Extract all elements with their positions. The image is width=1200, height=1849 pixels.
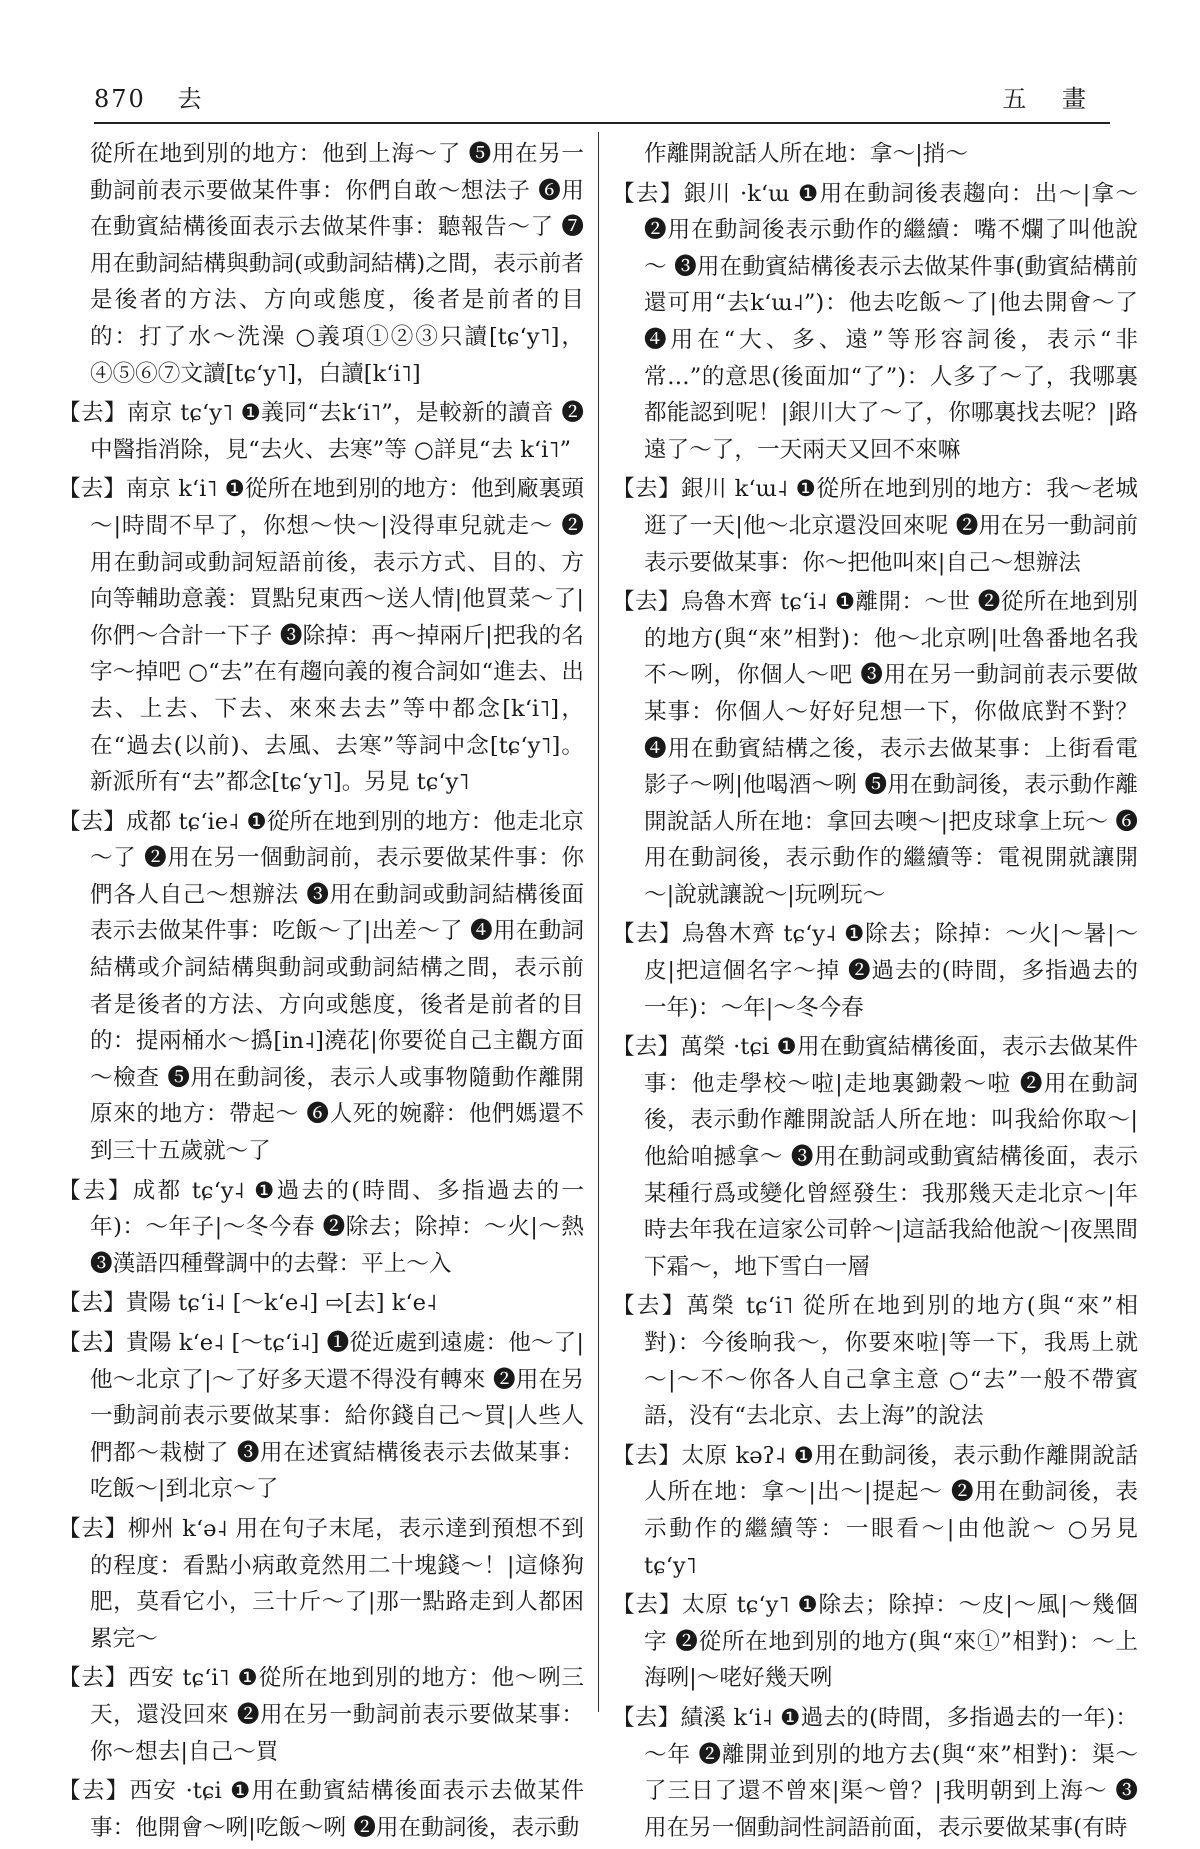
dictionary-entry: 從所在地到別的地方：他到上海～了 ❺用在另一動詞前表示要做某件事：你們自敢～想法子 ❻用在動賓結構後面表示去做某件事：聽報告～了 ❼用在動詞結構與動詞(或動詞結構)之間，表示前者是後者的方法、方向或態度，後者是前者的目的：打了水～洗澡 ○義項①②③只讀[tɕʻy˥]，④⑤⑥⑦文讀[tɕʻy˥]，白讀[kʻi˥] (90, 141, 584, 387)
dictionary-entry: 【去】烏魯木齊 tɕʻi˨ ❶離開：～世 ❷從所在地到別的地方(與“來”相對)：他～北京咧|吐魯番地名我不～咧，你個人～吧 ❸用在另一動詞前表示要做某事：你個人～好好兒想一下，你做底對不對？ ❹用在動賓結構之後，表示去做某事：上街看電影子～咧|他喝酒～咧 ❺用在動詞後，表示動作離開說話人所在地：拿回去噢～|把皮球拿上玩～ ❻用在動詞後，表示動作的繼續等：電視開就讓開～|說就讓說～|玩咧玩～ (612, 589, 1138, 908)
page-number: 870 (94, 85, 146, 113)
dictionary-entry: 【去】太原 kəʔ˨ ❶用在動詞後，表示動作離開說話人所在地：拿～|出～|提起～ ❷用在動詞後，表示動作的繼續等：一眼看～|由他說～ ○另見 tɕʻy˥ (612, 1442, 1138, 1579)
dictionary-entry: 【去】西安 ·tɕi ❶用在動賓結構後面表示去做某件事：他開會～咧|吃飯～咧 ❷用在動詞後，表示動 (58, 1778, 584, 1841)
column-divider (598, 132, 599, 1712)
left-column (58, 136, 584, 1849)
dictionary-entry: 【去】銀川 ·kʻɯ ❶用在動詞後表趨向：出～|拿～ ❷用在動詞後表示動作的繼續：嘴不爛了叫他說～ ❸用在動賓結構後表示去做某件事(動賓結構前還可用“去kʻɯ˨”)：他去吃飯～了|他去開會～了 ❹用在“大、多、遠”等形容詞後，表示“非常…”的意思(後面加“了”)：人多了～了，我哪裏都能認到呢！|銀川大了～了，你哪裏找去呢？|路遠了～了，一天兩天又回不來嘛 (612, 180, 1138, 463)
dictionary-entry: 【去】成都 tɕʻy˨ ❶過去的(時間、多指過去的一年)：～年子|～冬今春 ❷除去；除掉：～火|～熱 ❸漢語四種聲調中的去聲：平上～入 (58, 1177, 584, 1277)
dictionary-entry: 【去】萬榮 tɕʻi˥ 從所在地到別的地方(與“來”相對)：今後晌我～，你要來啦|等一下，我馬上就～|～不～你各人自己拿主意 ○“去”一般不帶賓語，没有“去北京、去上海”的說法 (612, 1293, 1138, 1430)
dictionary-entry: 【去】南京 kʻi˥ ❶從所在地到別的地方：他到廠裏頭～|時間不早了，你想～快～|没得車兒就走～ ❷用在動詞或動詞短語前後，表示方式、目的、方向等輔助意義：買點兒東西～送人情|他買菜～了|你們～合計一下子 ❸除掉：再～掉兩斤|把我的名字～掉吧 ○“去”在有趨向義的複合詞如“進去、出去、上去、下去、來來去去”等中都念[kʻi˥]，在“過去(以前)、去風、去寒”等詞中念[tɕʻy˥]。新派所有“去”都念[tɕʻy˥]。另見 tɕʻy˥ (58, 476, 584, 796)
dictionary-entry: 【去】銀川 kʻɯ˨ ❶從所在地到別的地方：我～老城逛了一天|他～北京還没回來呢 ❷用在另一動詞前表示要做某事：你～把他叫來|自己～想辦法 (612, 476, 1138, 576)
dictionary-entry: 【去】貴陽 tɕʻi˨ [～kʻe˨] ⇨[去] kʻe˨ (58, 1290, 438, 1317)
right-column (612, 136, 1138, 1849)
dictionary-entry: 【去】萬榮 ·tɕi ❶用在動賓結構後面，表示去做某件事：他走學校～啦|走地裏鋤穀～啦 ❷用在動詞後，表示動作離開說話人所在地：叫我給你取～|他給咱撼拿～ ❸用在動詞或動賓結構後面，表示某種行爲或變化曾經發生：我那幾天走北京～|年時去年我在這家公司幹～|這話我給他說～|夜黑間下霜～，地下雪白一層 (612, 1034, 1138, 1280)
dictionary-entry: 【去】成都 tɕʻie˨ ❶從所在地到別的地方：他走北京～了 ❷用在另一個動詞前，表示要做某件事：你們各人自己～想辦法 ❸用在動詞或動詞結構後面表示去做某件事：吃飯～了|出差～了 ❹用在動詞結構或介詞結構與動詞或動詞結構之間，表示前者是後者的方法、方向或態度，後者是前者的目的：提兩桶水～撝[in˨]澆花|你要從自己主觀方面～檢查 ❺用在動詞後，表示人或事物隨動作離開原來的地方：帶起～ ❻人死的婉辭：他們媽還不到三十五歲就～了 (58, 808, 584, 1165)
head-character: 去 (177, 85, 204, 113)
dictionary-entry: 【去】烏魯木齊 tɕʻy˨ ❶除去；除掉：～火|～暑|～皮|把這個名字～掉 ❷過去的(時間，多指過去的一年)：～年|～冬今春 (612, 921, 1138, 1021)
section-label: 五 畫 (1002, 85, 1100, 113)
dictionary-entry: 作離開說話人所在地：拿～|捎～ (644, 141, 968, 167)
page-header (94, 78, 1110, 124)
dictionary-entry: 【去】西安 tɕʻi˥ ❶從所在地到別的地方：他～咧三天，還没回來 ❷用在另一動詞前表示要做某事：你～想去|自己～買 (58, 1665, 584, 1765)
dictionary-entry: 【去】南京 tɕʻy˥ ❶義同“去kʻi˥”，是較新的讀音 ❷中醫指消除，見“去火、去寒”等 ○詳見“去 kʻi˥” (58, 400, 584, 463)
dictionary-entry: 【去】績溪 kʻi˨ ❶過去的(時間，多指過去的一年)：～年 ❷離開並到別的地方去(與“來”相對)：渠～了三日了還不曾來|渠～曾？|我明朝到上海～ ❸用在另一個動詞性詞語前面，表示要做某事(有時 (612, 1704, 1138, 1841)
dictionary-entry: 【去】太原 tɕʻy˥ ❶除去；除掉：～皮|～風|～幾個字 ❷從所在地到別的地方(與“來①”相對)：～上海咧|～咾好幾天咧 (612, 1592, 1138, 1692)
header-left (94, 79, 203, 114)
dictionary-entry: 【去】柳州 kʻə˨ 用在句子末尾，表示達到預想不到的程度：看點小病敢竟然用二十塊錢～！|這條狗肥，莫看它小，三十斤～了|那一點路走到人都困累完～ (58, 1515, 584, 1652)
dictionary-entry: 【去】貴陽 kʻe˨ [～tɕʻi˨] ❶從近處到遠處：他～了|他～北京了|～了好多天還不得没有轉來 ❷用在另一動詞前表示要做某事：給你錢自己～買|人些人們都～栽樹了 ❸用在述賓結構後表示去做某事：吃飯～|到北京～了 (58, 1330, 584, 1503)
